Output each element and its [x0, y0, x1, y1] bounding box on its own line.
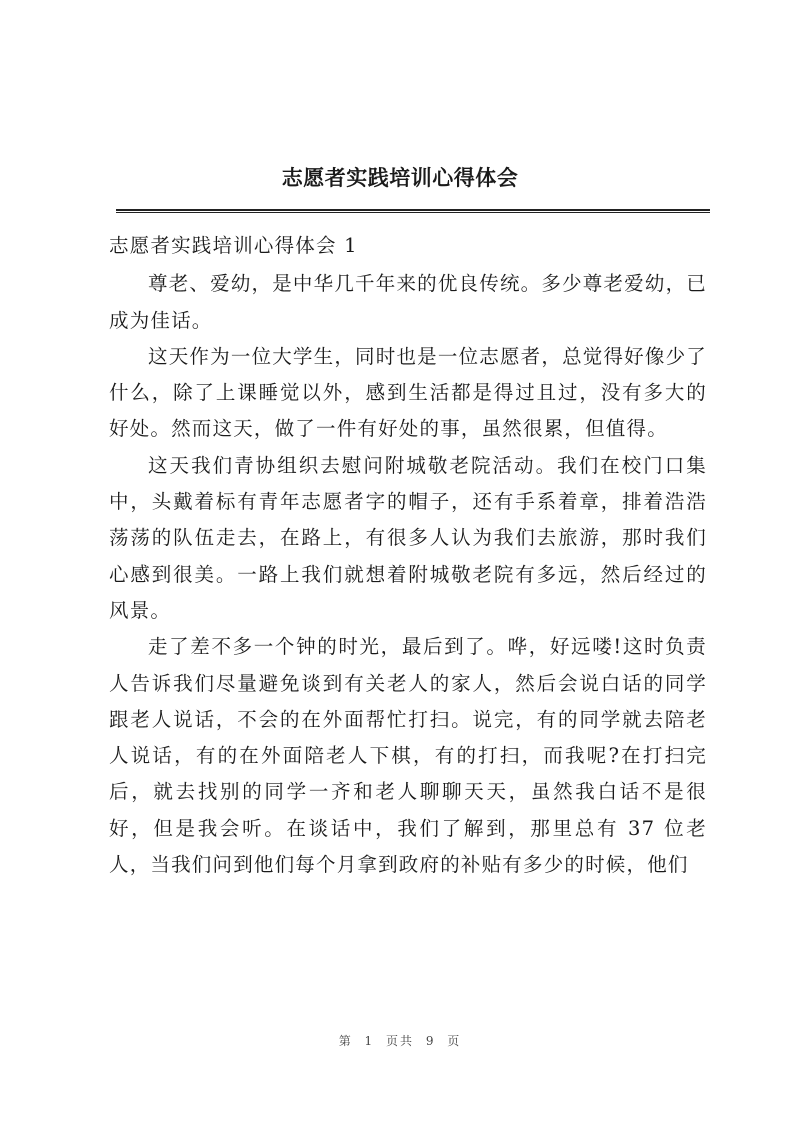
- page-footer: 第 1 页共 9 页: [338, 1034, 462, 1048]
- paragraph-4: 走了差不多一个钟的时光，最后到了。哗，好远喽!这时负责人告诉我们尽量避免谈到有关老人的家人，然后会说白话的同学跟老人说话，不会的在外面帮忙打扫。说完，有的同学就去陪老人说话，有的在外面陪老人下棋，有的打扫，而我呢?在打扫完后，就去找别的同学一齐和老人聊聊天天，虽然我白话不是很好，但是我会听。在谈话中，我们了解到，那里总有 37 位老人，当我们问到他们每个月拿到政府的补贴有多少的时候，他们: [109, 635, 707, 877]
- document-title: 志愿者实践培训心得体会: [281, 166, 519, 190]
- paragraph-1: 尊老、爱幼，是中华几千年来的优良传统。多少尊老爱幼，已成为佳话。: [109, 272, 707, 332]
- document-body: [109, 228, 707, 883]
- paragraph-2: 这天作为一位大学生，同时也是一位志愿者，总觉得好像少了什么，除了上课睡觉以外，感到生活都是得过且过，没有多大的好处。然而这天，做了一件有好处的事，虽然很累，但值得。: [109, 344, 707, 441]
- title-divider: [116, 209, 710, 213]
- paragraph-3: 这天我们青协组织去慰问附城敬老院活动。我们在校门口集中，头戴着标有青年志愿者字的帽子，还有手系着章，排着浩浩荡荡的队伍走去，在路上，有很多人认为我们去旅游，那时我们心感到很美。一路上我们就想着附城敬老院有多远，然后经过的风景。: [109, 453, 707, 622]
- section-heading: 志愿者实践培训心得体会 1: [109, 234, 358, 257]
